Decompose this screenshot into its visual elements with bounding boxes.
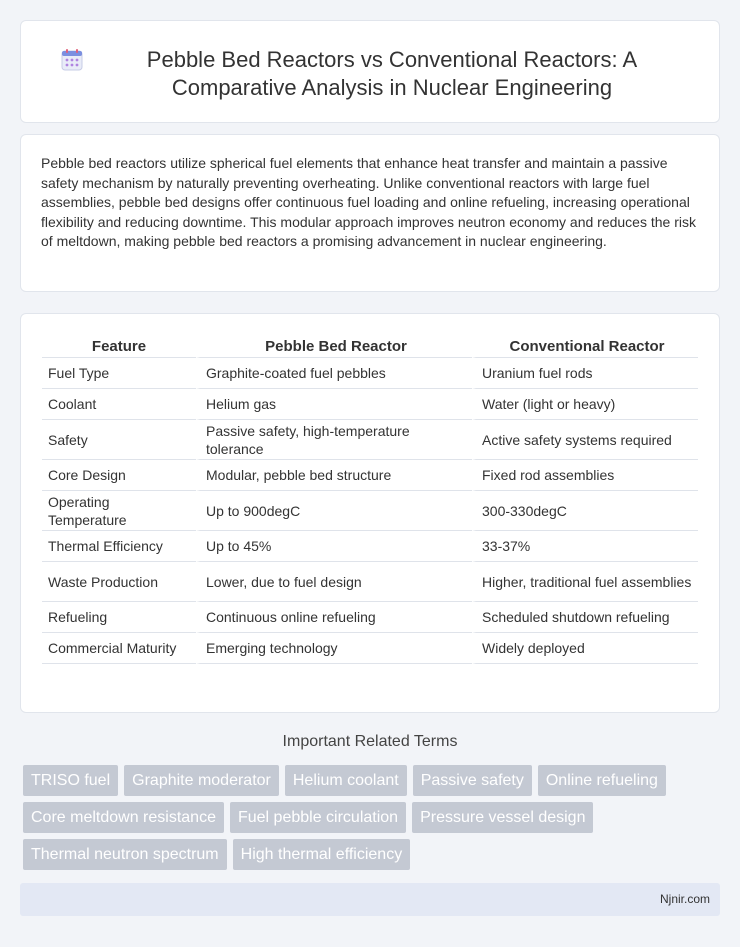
feature-cell: Waste Production <box>42 562 196 602</box>
feature-cell: Coolant <box>42 389 196 420</box>
footer-site-link[interactable]: Njnir.com <box>659 892 710 906</box>
term-tag[interactable]: Graphite moderator <box>124 765 279 796</box>
term-tag[interactable]: Fuel pebble circulation <box>230 802 406 833</box>
feature-cell: Fuel Type <box>42 358 196 389</box>
table-row <box>42 633 698 664</box>
term-tag[interactable]: Pressure vessel design <box>412 802 593 833</box>
pebble-bed-cell: Continuous online refueling <box>196 602 472 633</box>
conventional-cell: 33-37% <box>472 531 698 562</box>
feature-cell: Thermal Efficiency <box>42 531 196 562</box>
conventional-cell: Water (light or heavy) <box>472 389 698 420</box>
table-row <box>42 602 698 633</box>
conventional-cell: Uranium fuel rods <box>472 358 698 389</box>
column-header: Pebble Bed Reactor <box>196 334 472 358</box>
title-card <box>20 20 720 123</box>
conventional-cell: Widely deployed <box>472 633 698 664</box>
feature-cell: Core Design <box>42 460 196 491</box>
conventional-cell: 300-330degC <box>472 491 698 531</box>
pebble-bed-cell: Modular, pebble bed structure <box>196 460 472 491</box>
table-row <box>42 562 698 602</box>
term-tag[interactable]: Thermal neutron spectrum <box>23 839 227 870</box>
term-tag[interactable]: Passive safety <box>413 765 532 796</box>
term-tag[interactable]: TRISO fuel <box>23 765 118 796</box>
conventional-cell: Fixed rod assemblies <box>472 460 698 491</box>
pebble-bed-cell: Graphite-coated fuel pebbles <box>196 358 472 389</box>
term-tag[interactable]: Online refueling <box>538 765 666 796</box>
table-header-row <box>42 334 698 358</box>
table-row <box>42 358 698 389</box>
calendar-icon <box>61 49 83 71</box>
related-terms-list <box>23 765 703 876</box>
term-tag[interactable]: Helium coolant <box>285 765 407 796</box>
term-tag[interactable]: Core meltdown resistance <box>23 802 224 833</box>
comparison-card <box>20 313 720 713</box>
table-row <box>42 389 698 420</box>
conventional-cell: Scheduled shutdown refueling <box>472 602 698 633</box>
table-row <box>42 531 698 562</box>
conventional-cell: Higher, traditional fuel assemblies <box>472 562 698 602</box>
feature-cell: Refueling <box>42 602 196 633</box>
table-row <box>42 460 698 491</box>
pebble-bed-cell: Emerging technology <box>196 633 472 664</box>
feature-cell: Operating Temperature <box>42 491 196 531</box>
footer <box>20 883 720 916</box>
intro-card <box>20 134 720 292</box>
table-row <box>42 491 698 531</box>
column-header: Conventional Reactor <box>472 334 698 358</box>
related-terms-heading: Important Related Terms <box>282 733 458 750</box>
pebble-bed-cell: Up to 45% <box>196 531 472 562</box>
column-header: Feature <box>42 334 196 358</box>
pebble-bed-cell: Helium gas <box>196 389 472 420</box>
pebble-bed-cell: Passive safety, high-temperature tolerance <box>196 420 472 460</box>
pebble-bed-cell: Up to 900degC <box>196 491 472 531</box>
page-title: Pebble Bed Reactors vs Conventional Reactors: A Comparative Analysis in Nuclear Engineering <box>146 47 638 100</box>
term-tag[interactable]: High thermal efficiency <box>233 839 411 870</box>
conventional-cell: Active safety systems required <box>472 420 698 460</box>
intro-paragraph: Pebble bed reactors utilize spherical fuel elements that enhance heat transfer and maintain a passive safety mechanism by naturally preventing overheating. Unlike conventional reactors with large fuel assemblies, pebble bed designs offer continuous fuel loading and online refueling, increasing operational flexibility and reducing downtime. This modular approach improves neutron economy and reduces the risk of meltdown, making pebble bed reactors a promising advancement in nuclear engineering. <box>41 155 696 250</box>
table-row <box>42 420 698 460</box>
feature-cell: Safety <box>42 420 196 460</box>
comparison-table <box>42 334 698 664</box>
pebble-bed-cell: Lower, due to fuel design <box>196 562 472 602</box>
title-row <box>21 21 719 102</box>
feature-cell: Commercial Maturity <box>42 633 196 664</box>
